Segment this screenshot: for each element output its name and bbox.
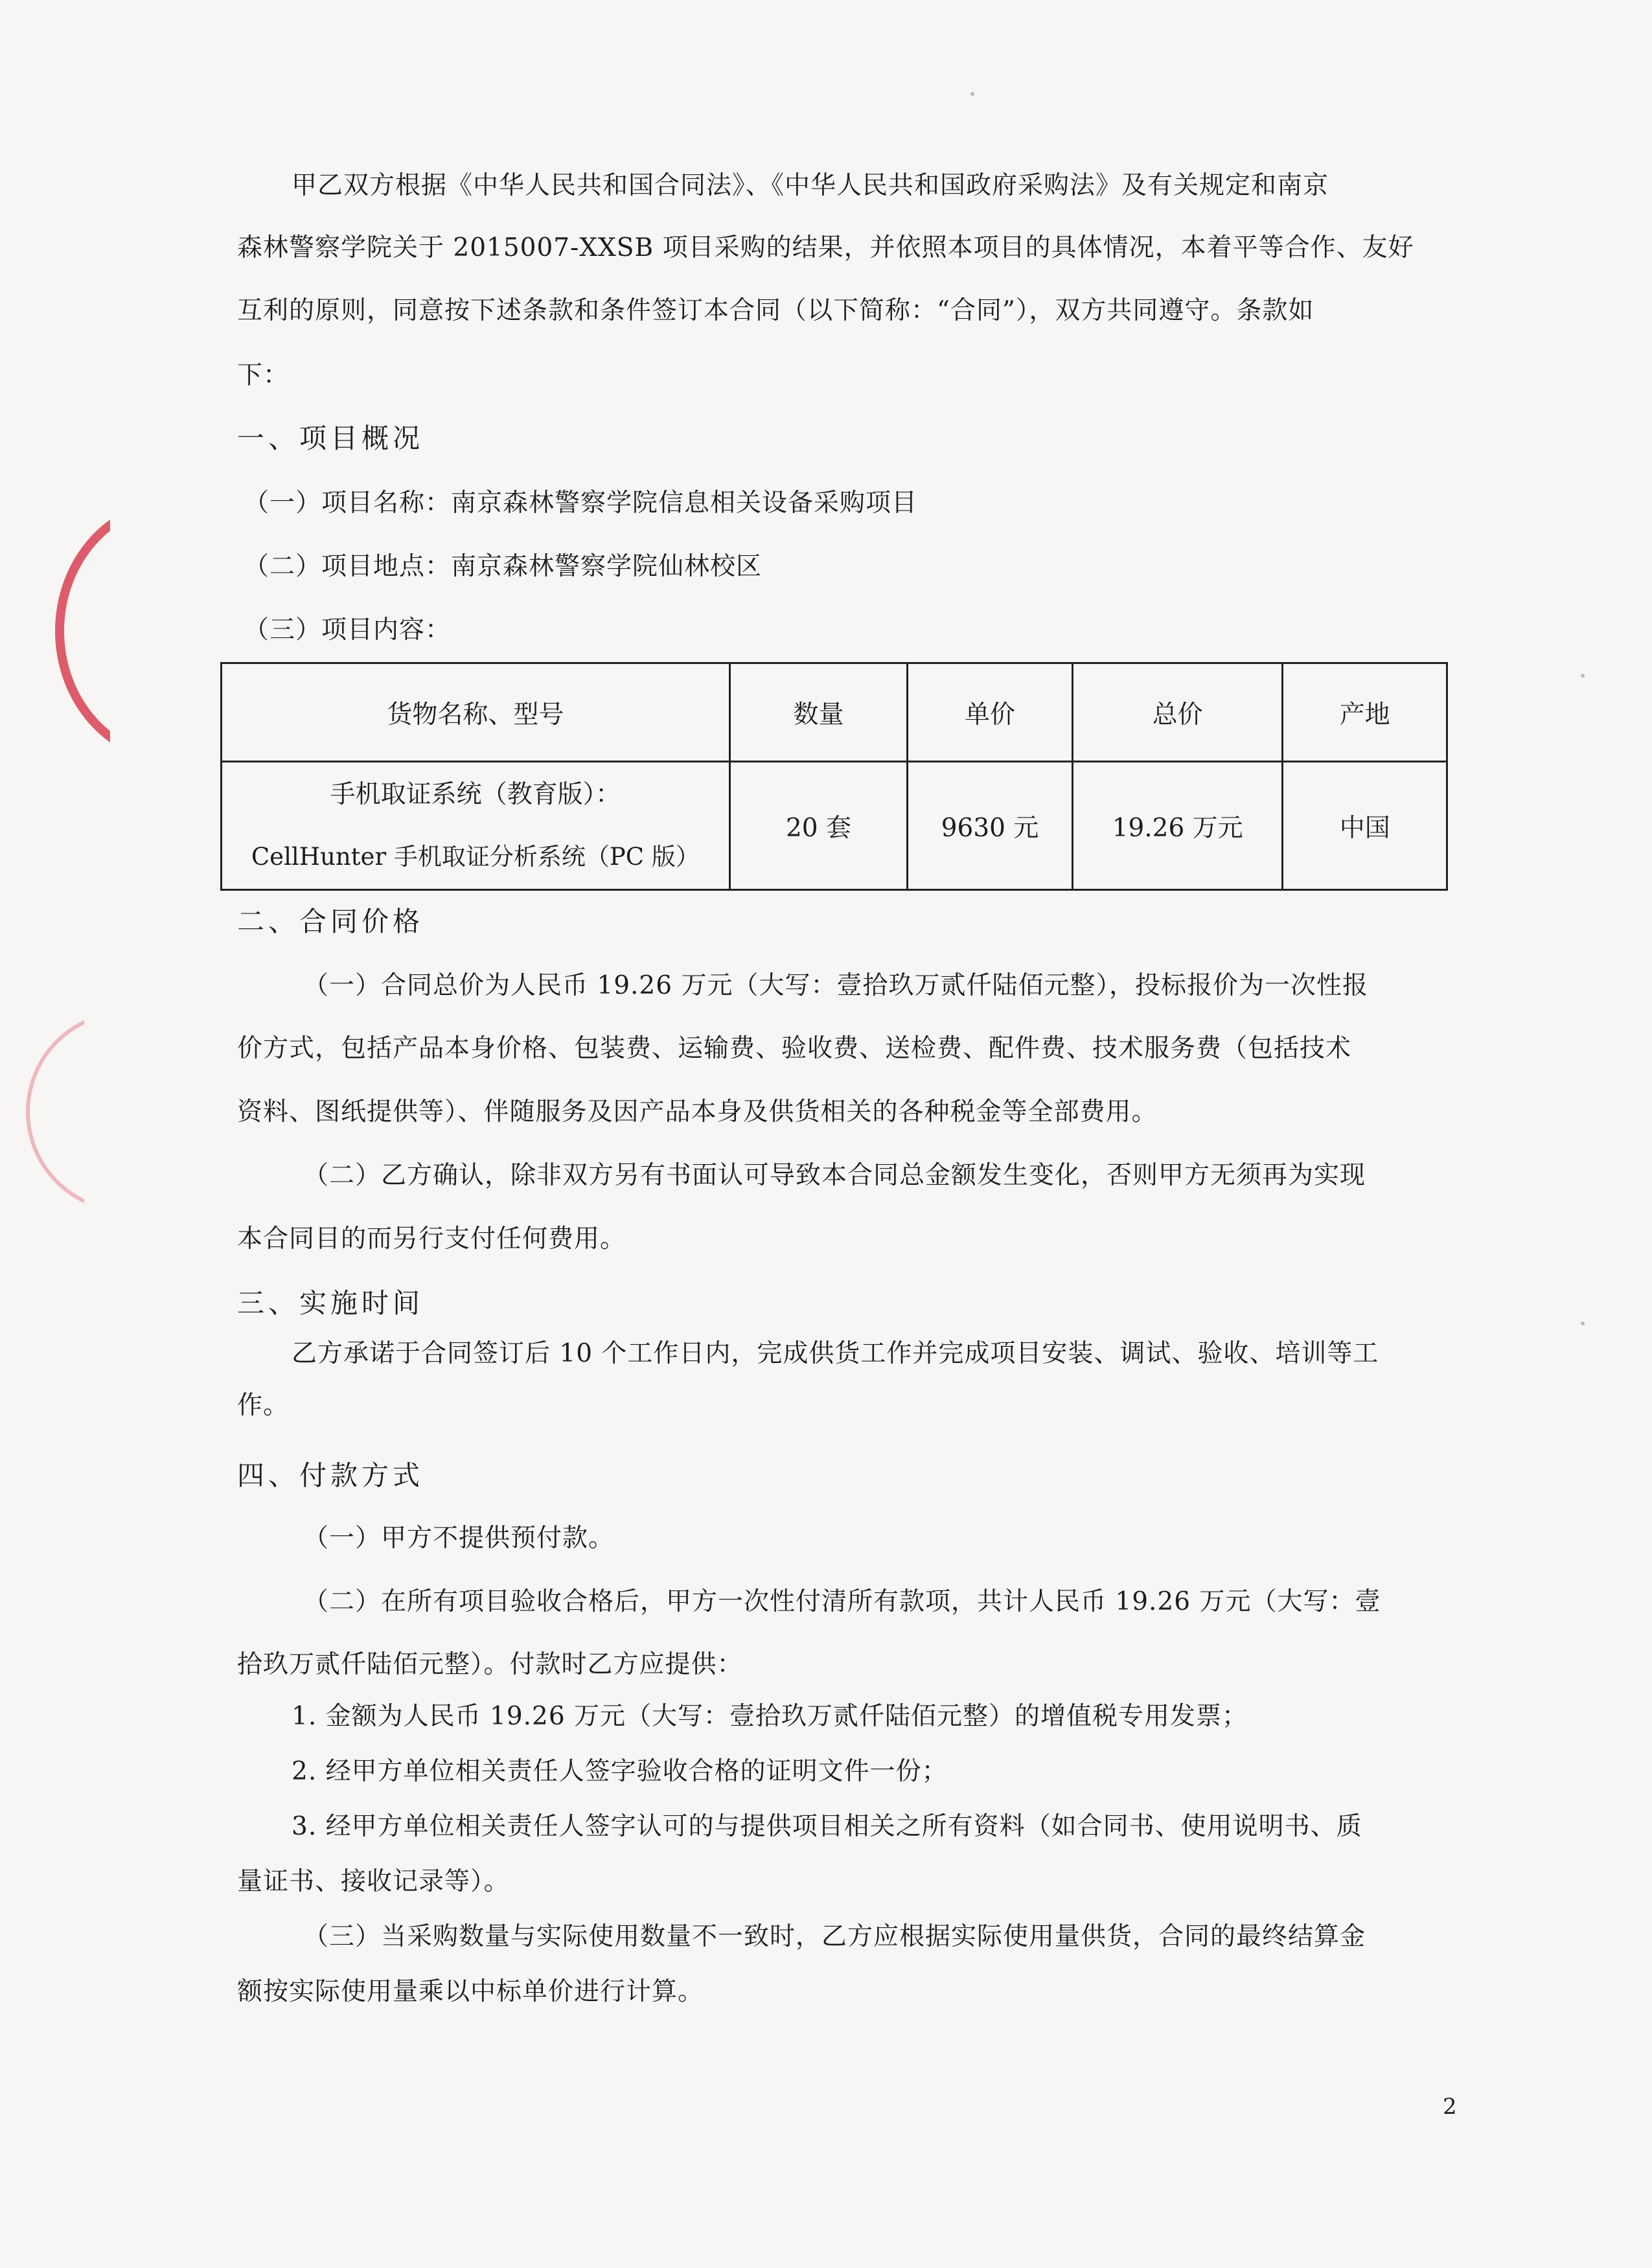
payment-list-item-3-line-2: 量证书、接收记录等）。 [237, 1867, 510, 1896]
section-2-heading: 二、合同价格 [237, 906, 424, 937]
payment-list-item-2: 2. 经甲方单位相关责任人签字验收合格的证明文件一份； [292, 1757, 948, 1786]
schedule-line-2: 作。 [237, 1391, 290, 1420]
payment-para-3-line-2: 额按实际使用量乘以中标单价进行计算。 [237, 1977, 704, 2006]
header-quantity: 数量 [729, 663, 908, 762]
intro-line-2: 森林警察学院关于 2015007-XXSB 项目采购的结果，并依照本项目的具体情况，本着平等合作、友好 [237, 233, 1414, 262]
intro-line-1: 甲乙双方根据《中华人民共和国合同法》、《中华人民共和国政府采购法》及有关规定和南京 [292, 171, 1329, 200]
intro-line-3: 互利的原则，同意按下述条款和条件签订本合同（以下简称：“合同”），双方共同遵守。条款如 [237, 296, 1314, 325]
section-4-heading: 四、付款方式 [237, 1460, 424, 1491]
project-name: （一）项目名称：南京森林警察学院信息相关设备采购项目 [244, 488, 918, 518]
header-unit-price: 单价 [908, 663, 1073, 762]
header-goods-name: 货物名称、型号 [222, 663, 730, 762]
table-row [222, 762, 1447, 890]
price-para-2-line-1: （二）乙方确认，除非双方另有书面认可导致本合同总金额发生变化，否则甲方无须再为实现 [303, 1161, 1366, 1190]
goods-table [220, 662, 1448, 891]
section-3-heading: 三、实施时间 [237, 1287, 424, 1319]
schedule-line-1: 乙方承诺于合同签订后 10 个工作日内，完成供货工作并完成项目安装、调试、验收、培训等工 [292, 1339, 1379, 1368]
payment-para-1: （一）甲方不提供预付款。 [303, 1524, 615, 1553]
header-total-price: 总价 [1072, 663, 1283, 762]
header-origin: 产地 [1283, 663, 1447, 762]
project-content-label: （三）项目内容： [244, 615, 452, 645]
cell-origin: 中国 [1283, 762, 1447, 890]
payment-list-item-3-line-1: 3. 经甲方单位相关责任人签字认可的与提供项目相关之所有资料（如合同书、使用说明书、质 [292, 1812, 1362, 1841]
section-1-heading: 一、项目概况 [237, 422, 424, 454]
cell-quantity: 20 套 [729, 762, 908, 890]
faint-seal-stamp [26, 1011, 228, 1213]
price-para-2-line-2: 本合同目的而另行支付任何费用。 [237, 1224, 626, 1254]
payment-para-2-line-1: （二）在所有项目验收合格后，甲方一次性付清所有款项，共计人民币 19.26 万元（大写：壹 [303, 1587, 1381, 1616]
payment-para-3-line-1: （三）当采购数量与实际使用数量不一致时，乙方应根据实际使用量供货，合同的最终结算金 [303, 1922, 1366, 1951]
intro-line-4: 下： [237, 361, 290, 390]
table-header-row [222, 663, 1447, 762]
cell-unit-price: 9630 元 [908, 762, 1073, 890]
project-location: （二）项目地点：南京森林警察学院仙林校区 [244, 552, 763, 581]
cell-total-price: 19.26 万元 [1072, 762, 1283, 890]
scan-speck [970, 92, 974, 96]
payment-para-2-line-2: 拾玖万贰仟陆佰元整）。付款时乙方应提供： [237, 1650, 743, 1679]
page-number: 2 [1443, 2094, 1457, 2120]
cell-goods-name [222, 762, 730, 890]
goods-name-line-2: CellHunter 手机取证分析系统（PC 版） [251, 842, 700, 871]
payment-list-item-1: 1. 金额为人民币 19.26 万元（大写：壹拾玖万贰仟陆佰元整）的增值税专用发票； [292, 1702, 1248, 1731]
goods-name-line-1: 手机取证系统（教育版）： [330, 779, 621, 809]
scan-speck [1581, 674, 1585, 678]
price-para-1-line-1: （一）合同总价为人民币 19.26 万元（大写：壹拾玖万贰仟陆佰元整），投标报价为一次性报 [303, 971, 1368, 1000]
price-para-1-line-3: 资料、图纸提供等）、伴随服务及因产品本身及供货相关的各种税金等全部费用。 [237, 1097, 1158, 1127]
price-para-1-line-2: 价方式，包括产品本身价格、包装费、运输费、验收费、送检费、配件费、技术服务费（包括技术 [237, 1034, 1352, 1063]
scan-speck [1581, 1322, 1585, 1325]
